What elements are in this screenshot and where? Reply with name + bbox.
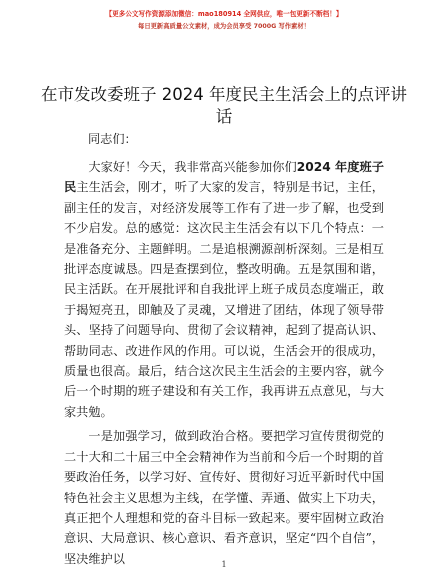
paragraph-opening-rest: 主生活会，刚才，听了大家的发言，特别是书记，主任，副主任的发言，对经济发展等工作有了进一步了解，也受到不少启发。总的感觉：这次民主生活会有以下几个特点：一是准备充分、主题鲜明。二是追根溯源剖析深刻。三是相互批评态度诚恳。四是查摆到位，整改明确。五是氛围和谐，民主活跃。在开展批评和自我批评上班子成员态度端正，敢于揭短亮丑，即触及了灵魂，又增进了团结，体现了领导带头、坚持了问题导向、贯彻了会议精神，起到了提高认识、帮助同志、改进作风的作用。可以说，生活会开的很成功，质量也很高。最后，结合这次民主生活会的主要内容，就今后一个时期的班子建设和有关工作，我再讲五点意见，与大家共勉。	[64, 180, 384, 419]
promo-banner-line-2: 每日更新高质量公文素材，成为会员享受 7000G 写作素材！	[138, 23, 310, 30]
promo-banner	[0, 9, 448, 32]
page-number: 1	[221, 560, 227, 569]
document-title: 在市发改委班子 2024 年度民主生活会上的点评讲话	[41, 85, 407, 126]
document-body	[64, 157, 384, 573]
salutation: 同志们：	[88, 132, 137, 146]
paragraph-opening	[64, 157, 384, 422]
paragraph-opening-bold: 2024 年度班子民	[64, 160, 384, 195]
paragraph-opening-start: 大家好！今天，我非常高兴能参加你们	[88, 160, 297, 174]
paragraph-point-one: 一是加强学习，做到政治合格。要把学习宣传贯彻党的二十大和二十届三中全会精神作为当前和今后一个时期的首要政治任务，以学习好、宣传好、贯彻好习近平新时代中国特色社会主义思想为主线，在学懂、弄通、做实上下功夫，真正把个人理想和党的奋斗目标一致起来。要牢固树立政治意识、大局意识、核心意识、看齐意识，坚定“四个自信”，坚决维护以	[64, 429, 384, 566]
promo-banner-line-1: 【更多公文写作资源添加微信：mao180914 全网供应，唯一包更新不断档！】	[105, 10, 343, 18]
